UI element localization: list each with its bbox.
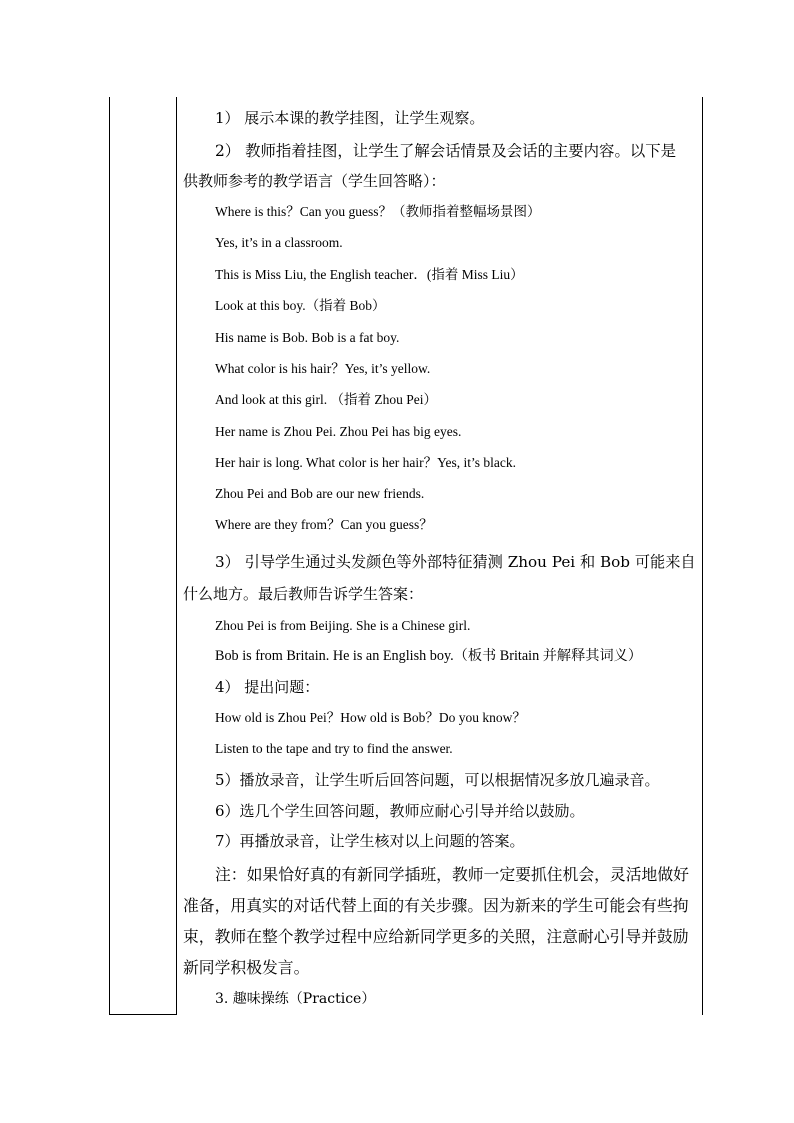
step-5-line: 5）播放录音，让学生听后回答问题，可以根据情况多放几遍录音。 (215, 771, 660, 789)
step-1-line: 1） 展示本课的教学挂图，让学生观察。 (215, 109, 485, 127)
step-6-line: 6）选几个学生回答问题，教师应耐心引导并给以鼓励。 (215, 802, 585, 820)
dialogue-line: Zhou Pei is from Beijing. She is a Chinese girl. (215, 618, 471, 633)
dialogue-line: Where is this？Can you guess？（教师指着整幅场景图） (215, 204, 541, 219)
note-continuation: 新同学积极发言。 (183, 958, 310, 977)
dialogue-line: His name is Bob. Bob is a fat boy. (215, 330, 400, 345)
dialogue-line: Zhou Pei and Bob are our new friends. (215, 486, 425, 501)
table-left-border (109, 97, 110, 1015)
dialogue-line: Bob is from Britain. He is an English boy.（板书 Britain 并解释其词义） (215, 648, 643, 664)
step-7-line: 7）再播放录音，让学生核对以上问题的答案。 (215, 832, 525, 850)
table-column-divider (176, 97, 177, 1015)
dialogue-line: This is Miss Liu, the English teacher．(指着 Miss Liu） (215, 267, 524, 282)
step-3-continuation: 什么地方。最后教师告诉学生答案： (183, 585, 424, 603)
section-heading-practice: 3. 趣味操练（Practice） (215, 991, 376, 1007)
dialogue-line: Where are they from？Can you guess？ (215, 517, 433, 532)
dialogue-line: What color is his hair？Yes, it’s yellow. (215, 361, 431, 376)
table-bottom-border-left-cell (109, 1014, 177, 1015)
step-2-continuation: 供教师参考的教学语言（学生回答略）： (183, 172, 446, 190)
step-2-line: 2） 教师指着挂图，让学生了解会话情景及会话的主要内容。以下是 (215, 142, 677, 160)
table-right-border (702, 97, 703, 1015)
note-line: 注：如果恰好真的有新同学插班，教师一定要抓住机会，灵活地做好 (215, 865, 689, 884)
note-continuation: 准备，用真实的对话代替上面的有关步骤。因为新来的学生可能会有些拘 (183, 896, 689, 915)
dialogue-line: And look at this girl. （指着 Zhou Pei） (215, 392, 437, 407)
dialogue-line: Her hair is long. What color is her hair？Yes, it’s black. (215, 455, 516, 470)
step-3-line: 3） 引导学生通过头发颜色等外部特征猜测 Zhou Pei 和 Bob 可能来自 (215, 553, 696, 571)
dialogue-line: Look at this boy.（指着 Bob） (215, 298, 386, 313)
dialogue-line: Her name is Zhou Pei. Zhou Pei has big eyes. (215, 424, 462, 439)
dialogue-line: How old is Zhou Pei？How old is Bob？Do you know？ (215, 710, 526, 725)
step-4-line: 4） 提出问题： (215, 678, 320, 696)
dialogue-line: Listen to the tape and try to find the answer. (215, 741, 453, 756)
note-continuation: 束，教师在整个教学过程中应给新同学更多的关照，注意耐心引导并鼓励 (183, 927, 689, 946)
dialogue-line: Yes, it’s in a classroom. (215, 235, 343, 250)
